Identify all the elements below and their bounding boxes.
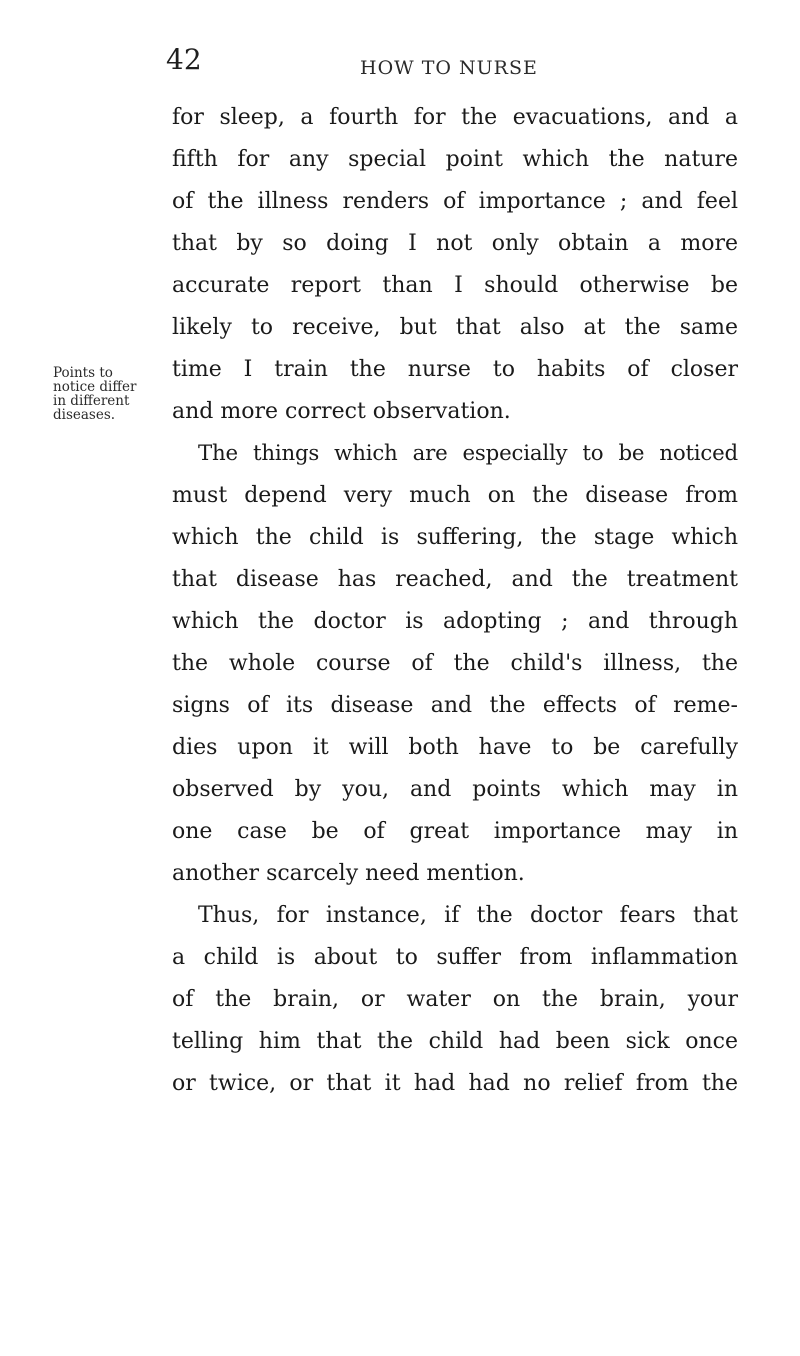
text-line: and more correct observation.	[172, 399, 511, 424]
text-line: one case be of great importance may in	[172, 819, 738, 844]
text-line: which the doctor is adopting ; and through	[172, 609, 738, 634]
text-line: of the brain, or water on the brain, your	[172, 987, 738, 1012]
text-line: accurate report than I should otherwise be	[172, 273, 738, 298]
text-line: fifth for any special point which the nature	[172, 147, 738, 172]
running-title: HOW TO NURSE	[360, 57, 538, 79]
text-line: the whole course of the child's illness, the	[172, 651, 738, 676]
text-line: of the illness renders of importance ; and feel	[172, 189, 738, 214]
margin-note-line: diseases.	[53, 407, 116, 423]
paragraph-start-line: The things which are especially to be noticed	[198, 441, 738, 466]
text-line: that by so doing I not only obtain a more	[172, 231, 738, 256]
text-line: dies upon it will both have to be carefully	[172, 735, 738, 760]
text-line: which the child is suffering, the stage which	[172, 525, 738, 550]
text-line: must depend very much on the disease from	[172, 483, 738, 508]
paragraph-start-line: Thus, for instance, if the doctor fears that	[198, 903, 738, 928]
text-line: signs of its disease and the effects of reme-	[172, 693, 738, 718]
text-line: that disease has reached, and the treatment	[172, 567, 738, 592]
text-line: likely to receive, but that also at the same	[172, 315, 738, 340]
text-line: observed by you, and points which may in	[172, 777, 738, 802]
text-line: a child is about to suffer from inflammation	[172, 945, 738, 970]
text-line: or twice, or that it had had no relief from the	[172, 1071, 738, 1096]
margin-note-line: Points to	[53, 365, 113, 381]
text-line: time I train the nurse to habits of closer	[172, 357, 738, 382]
text-line: for sleep, a fourth for the evacuations, and a	[172, 105, 738, 130]
page-number: 42	[166, 43, 202, 76]
margin-note-line: in different	[53, 393, 130, 409]
margin-note-line: notice differ	[53, 379, 137, 395]
text-line: telling him that the child had been sick once	[172, 1029, 738, 1054]
text-line: another scarcely need mention.	[172, 861, 525, 886]
